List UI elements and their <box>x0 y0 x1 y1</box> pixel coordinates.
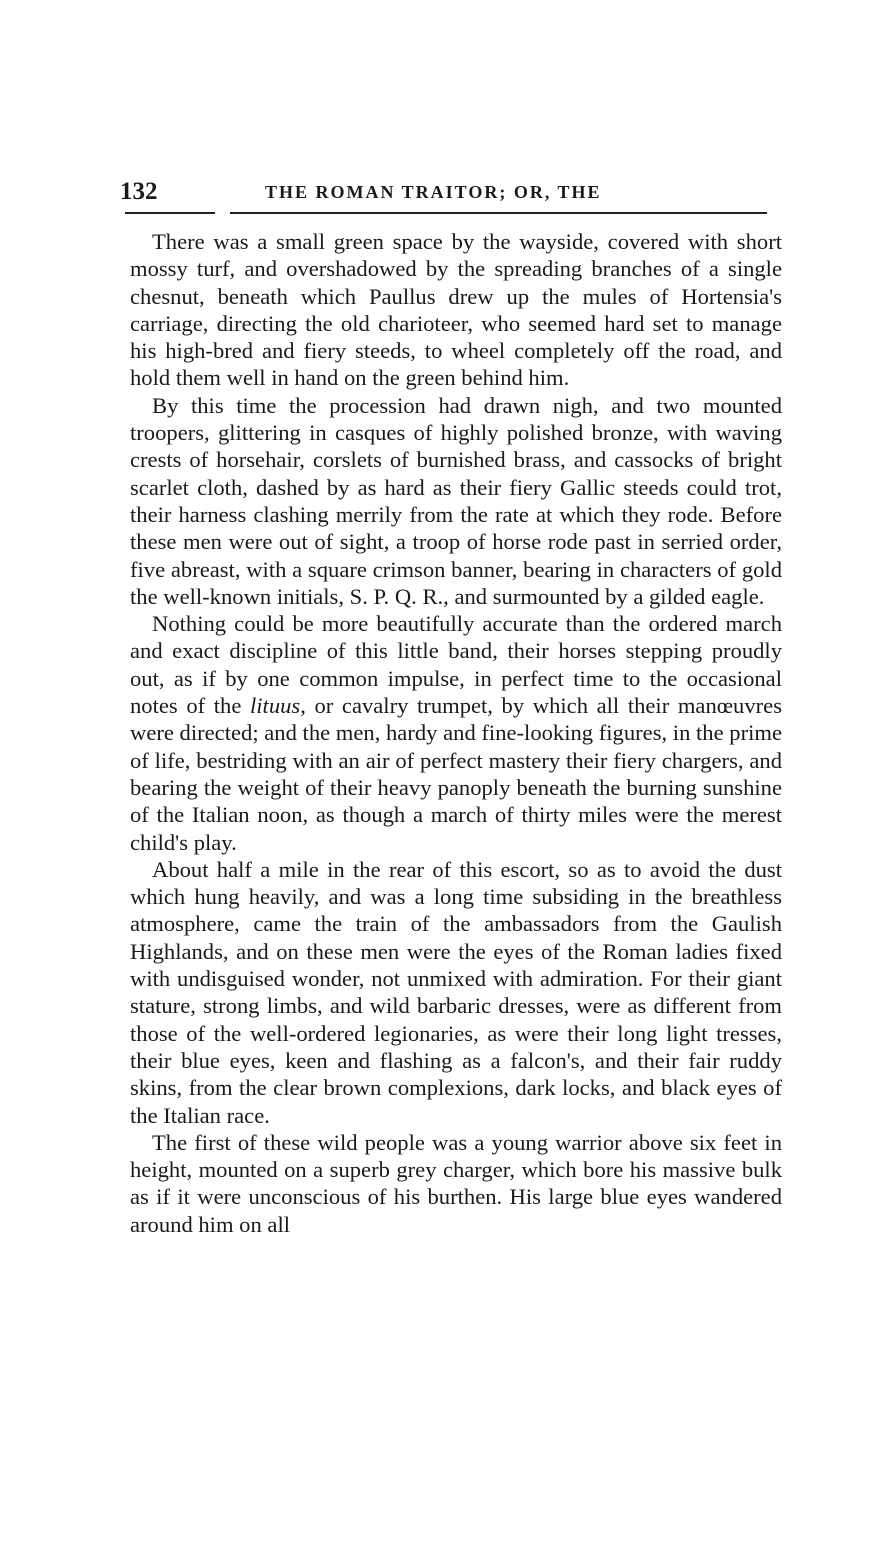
paragraph: There was a small green space by the wayside, covered with short mossy turf, and overshadowed by the spreading branches of a single chesnut, beneath which Paullus drew up the mules of Hortensia's carriage, directing the old charioteer, who seemed hard set to manage his high-bred and fiery steeds, to wheel completely off the road, and hold them well in hand on the green behind him. <box>130 229 782 391</box>
paragraph: The first of these wild people was a young warrior above six feet in height, mounted on a superb grey charger, which bore his massive bulk as if it were unconscious of his burthen. His large blue eyes wandered around him on all <box>130 1129 782 1237</box>
paragraph: About half a mile in the rear of this escort, so as to avoid the dust which hung heavily, and was a long time subsiding in the breathless atmosphere, came the train of the ambassadors from the Gaulish Highlands, and on these men were the eyes of the Roman ladies fixed with undisguised wonder, not unmixed with admiration. For their giant stature, strong limbs, and wild barbaric dresses, were as different from those of the well-ordered legionaries, as were their long light tresses, their blue eyes, keen and flashing as a falcon's, and their fair ruddy skins, from the clear brown complexions, dark locks, and black eyes of the Italian race. <box>130 856 782 1128</box>
page-number: 132 <box>120 178 158 205</box>
running-title: THE ROMAN TRAITOR; OR, THE <box>265 182 602 202</box>
paragraph-text: Nothing could be more beautifully accurate than the ordered march and exact discipline of this little band, their horses stepping proudly out, as if by one common impulse, in perfect time to the occasional notes of the <box>130 611 782 719</box>
body-text <box>130 228 782 1238</box>
header-rule-left <box>125 212 215 214</box>
italic-term: lituus <box>249 693 301 719</box>
header-rule-right <box>230 212 767 214</box>
paragraph <box>130 610 782 856</box>
paragraph-text: , or cavalry trumpet, by which all their manœuvres were directed; and the men, hardy and fine-looking figures, in the prime of life, bestriding with an air of perfect mastery their fiery chargers, and bearing the weight of their heavy panoply beneath the burning sunshine of the Italian noon, as though a march of thirty miles were the merest child's play. <box>130 693 782 855</box>
paragraph: By this time the procession had drawn nigh, and two mounted troopers, glittering in casques of highly polished bronze, with waving crests of horsehair, corslets of burnished brass, and cassocks of bright scarlet cloth, dashed by as hard as their fiery Gallic steeds could trot, their harness clashing merrily from the rate at which they rode. Before these men were out of sight, a troop of horse rode past in serried order, five abreast, with a square crimson banner, bearing in characters of gold the well-known initials, S. P. Q. R., and surmounted by a gilded eagle. <box>130 392 782 609</box>
page-header <box>120 178 770 208</box>
